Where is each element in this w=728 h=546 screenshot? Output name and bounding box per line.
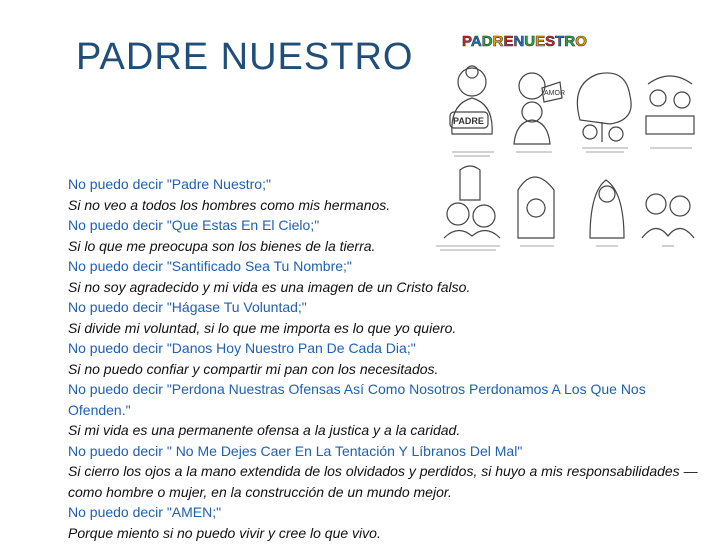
prayer-petition: No puedo decir "Danos Hoy Nuestro Pan De Cada Dia;" [68,340,416,356]
padrenuestro-banner [462,33,587,50]
prayer-reflection: Si cierro los ojos a la mano extendida de los olvidados y perdidos, si huyo a mis responsabilidades — como hombre o mujer, en la construcción de un mundo mejor. [68,463,698,500]
prayer-petition: No puedo decir "AMEN;" [68,504,222,520]
banner-letter: E [535,33,546,50]
sign-amor: AMOR [544,90,565,97]
prayer-petition: No puedo decir "Padre Nuestro;" [68,176,271,192]
banner-letter: R [564,33,576,50]
prayer-petition: No puedo decir "Hágase Tu Voluntad;" [68,299,307,315]
prayer-reflection: Si no puedo confiar y compartir mi pan con los necesitados. [68,360,439,377]
prayer-reflection: Si lo que me preocupa son los bienes de la tierra. [68,237,376,254]
prayer-reflection: Porque miento si no puedo vivir y cree lo que vivo. [68,524,381,541]
banner-letter: P [462,33,471,50]
banner-letter: D [481,33,493,50]
banner-letter: U [524,33,536,50]
banner-letter: S [545,33,556,50]
prayer-reflection: Si no soy agradecido y mi vida es una imagen de un Cristo falso. [68,278,471,295]
banner-letter: E [503,33,514,50]
banner-letter: R [492,33,504,50]
prayer-reflection: Si no veo a todos los hombres como mis hermanos. [68,196,391,213]
banner-letter: T [555,33,565,50]
scene-family-table [646,76,694,134]
prayer-petition: No puedo decir " No Me Dejes Caer En La Tentación Y Líbranos Del Mal" [68,442,523,459]
prayer-reflection: Si mi vida es una permanente ofensa a la justica y a la caridad. [68,422,461,438]
banner-letter: O [575,33,587,50]
banner-letter: A [470,33,482,50]
prayer-petition: No puedo decir "Santificado Sea Tu Nombre;" [68,258,352,274]
page-title: PADRE NUESTRO [76,36,414,78]
prayer-petition: No puedo decir "Perdona Nuestras Ofensas Así Como Nosotros Perdonamos A Los Que Nos Ofenden." [68,381,646,418]
sign-padre: PADRE [453,116,484,126]
banner-letter: N [513,33,525,50]
prayer-petition: No puedo decir "Que Estas En El Cielo;" [68,217,320,233]
scene-amor [514,73,562,144]
prayer-text [68,174,698,543]
scene-tree [577,73,631,142]
prayer-reflection: Si divide mi voluntad, si lo que me importa es lo que yo quiero. [68,319,457,336]
